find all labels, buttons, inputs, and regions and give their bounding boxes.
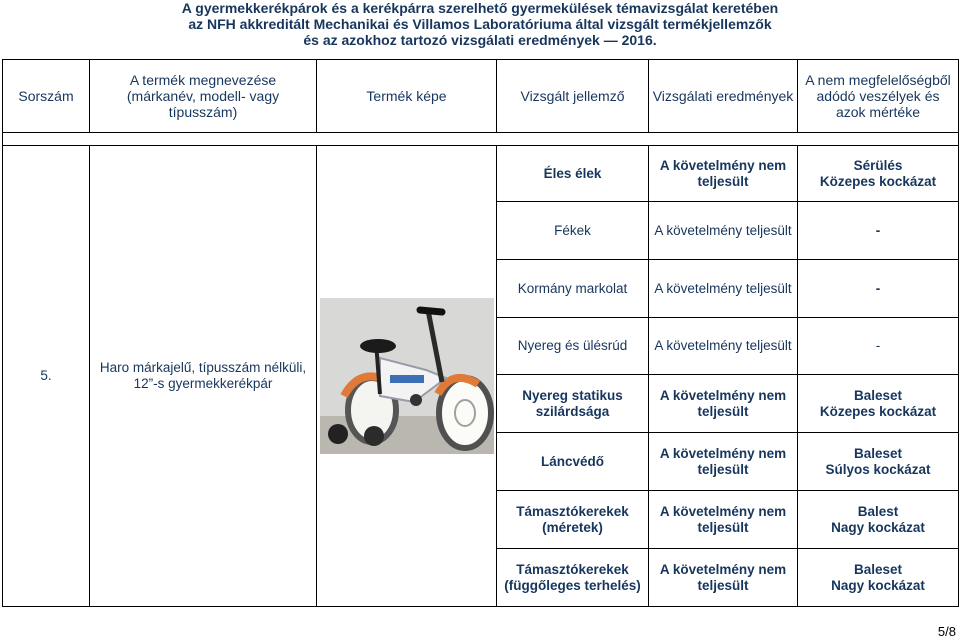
hazard-text: Sérülés xyxy=(853,157,903,173)
hazard-cell xyxy=(798,202,959,260)
hazard-text: - xyxy=(875,222,881,238)
header-result: Vizsgálati eredmények xyxy=(649,60,798,133)
hazard-cell xyxy=(798,260,959,318)
hazard-level: Közepes kockázat xyxy=(819,403,937,419)
feature-cell: Nyereg és ülésrúd xyxy=(497,318,649,375)
hazard-text: Baleset xyxy=(853,387,903,403)
hazard-text: Baleset xyxy=(853,561,903,577)
feature-cell: Támasztókerekek (függőleges terhelés) xyxy=(497,549,649,607)
result-cell: A követelmény teljesült xyxy=(649,202,798,260)
feature-cell: Fékek xyxy=(497,202,649,260)
hazard-cell xyxy=(798,375,959,433)
feature-cell: Támasztókerekek (méretek) xyxy=(497,491,649,549)
hazard-text: - xyxy=(875,338,881,353)
title-line-1: A gyermekkerékpárok és a kerékpárra szerelhető gyermekülések témavizsgálat keretében xyxy=(181,0,779,16)
result-cell: A követelmény nem teljesült xyxy=(649,433,798,491)
bicycle-photo xyxy=(320,298,494,454)
result-cell: A követelmény nem teljesült xyxy=(649,549,798,607)
header-product-name-line2: (márkanév, modell- vagy típusszám) xyxy=(126,88,280,120)
result-cell: A követelmény nem teljesült xyxy=(649,146,798,202)
header-product-name xyxy=(90,60,317,133)
hazard-level: Nagy kockázat xyxy=(831,519,925,535)
header-row xyxy=(3,60,959,133)
product-photo-cell xyxy=(317,146,497,607)
page-number: 5/8 xyxy=(937,624,956,639)
header-feature: Vizsgált jellemző xyxy=(497,60,649,133)
header-number: Sorszám xyxy=(3,60,90,133)
hazard-level: Közepes kockázat xyxy=(819,173,937,189)
hazard-level: Nagy kockázat xyxy=(831,577,925,593)
feature-cell: Láncvédő xyxy=(497,433,649,491)
hazard-text: Balest xyxy=(857,503,899,519)
hazard-text: Baleset xyxy=(853,445,903,461)
product-number: 5. xyxy=(3,146,90,607)
feature-cell: Éles élek xyxy=(497,146,649,202)
hazard-cell xyxy=(798,433,959,491)
document-title xyxy=(0,0,960,48)
results-table xyxy=(2,59,959,607)
header-product-name-line1: A termék megnevezése xyxy=(129,72,277,88)
feature-cell: Kormány markolat xyxy=(497,260,649,318)
header-hazard: A nem megfelelőségből adódó veszélyek és azok mértéke xyxy=(798,60,959,133)
product-name: Haro márkajelű, típusszám nélküli, 12”-s gyermekkerékpár xyxy=(90,146,317,607)
hazard-level: Súlyos kockázat xyxy=(825,461,931,477)
hazard-cell xyxy=(798,549,959,607)
hazard-cell xyxy=(798,146,959,202)
hazard-cell xyxy=(798,318,959,375)
title-line-2: az NFH akkreditált Mechanikai és Villamos Laboratóriuma által vizsgált termékjellemzők xyxy=(188,16,772,32)
header-photo: Termék képe xyxy=(317,60,497,133)
table-row xyxy=(3,146,959,202)
result-cell: A követelmény nem teljesült xyxy=(649,375,798,433)
result-cell: A követelmény teljesült xyxy=(649,260,798,318)
hazard-text: - xyxy=(875,280,881,296)
title-line-3: és az azokhoz tartozó vizsgálati eredmények — 2016. xyxy=(303,32,657,48)
result-cell: A követelmény teljesült xyxy=(649,318,798,375)
result-cell: A követelmény nem teljesült xyxy=(649,491,798,549)
hazard-cell xyxy=(798,491,959,549)
spacer-row xyxy=(3,133,959,146)
feature-cell: Nyereg statikus szilárdsága xyxy=(497,375,649,433)
